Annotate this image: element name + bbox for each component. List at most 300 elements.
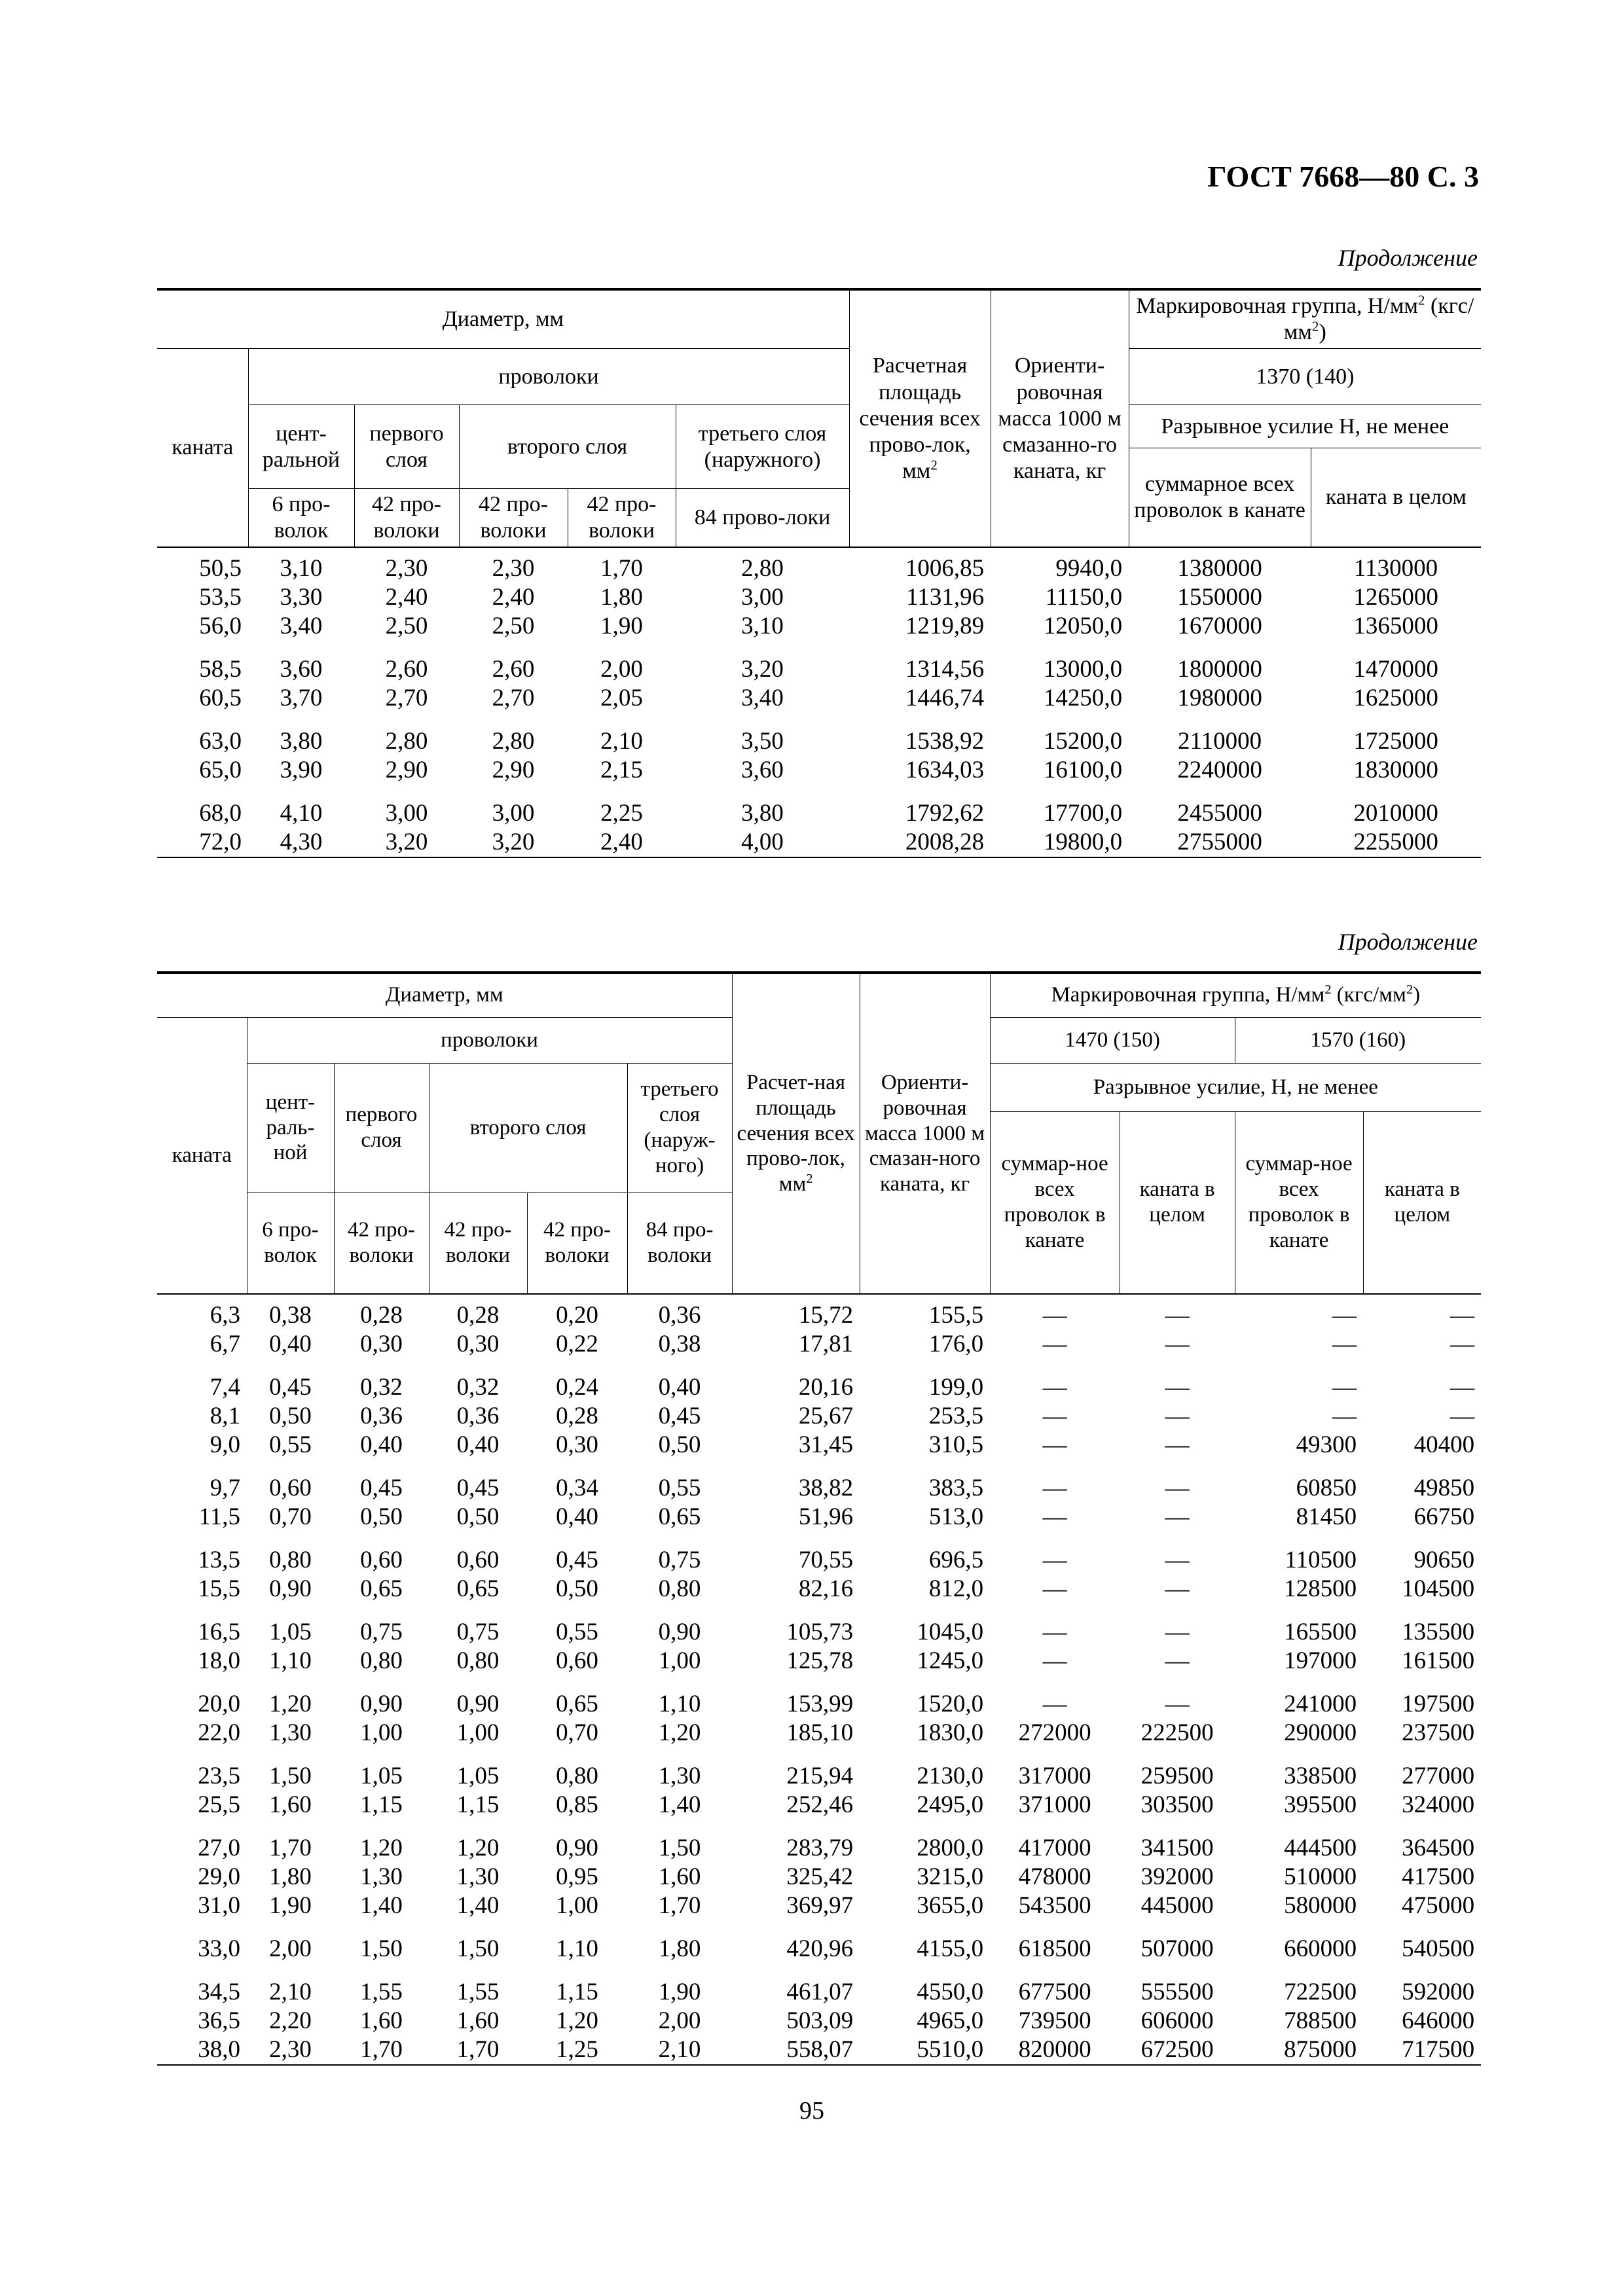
first-layer-cell: 2,30 bbox=[385, 555, 428, 583]
central-wire-cell: 1,60 bbox=[269, 1791, 312, 1818]
second-layer-b-cell: 0,80 bbox=[556, 1763, 598, 1789]
central-wire-cell: 0,55 bbox=[269, 1431, 312, 1458]
area-cell: 461,07 bbox=[786, 1979, 854, 2005]
first-layer-cell: 2,80 bbox=[385, 728, 428, 755]
mass-cell: 1045,0 bbox=[917, 1619, 984, 1645]
mass-cell: 4965,0 bbox=[917, 2007, 984, 2034]
total-force-1570-cell: 197000 bbox=[1284, 1647, 1357, 1674]
first-layer-cell: 0,75 bbox=[360, 1619, 403, 1645]
third-layer-cell: 0,65 bbox=[658, 1503, 701, 1530]
rope-force-cell: 2010000 bbox=[1353, 800, 1438, 827]
table-row bbox=[157, 1503, 1481, 1532]
area-header: Расчетная площадь сечения всех прово-лок, $мм^2$ bbox=[849, 289, 991, 547]
total-force-1470-cell: 820000 bbox=[1018, 2036, 1091, 2063]
area-cell: 1006,85 bbox=[905, 555, 985, 583]
central-wire-cell: 1,05 bbox=[269, 1619, 312, 1645]
total-force-1570-cell: 444500 bbox=[1284, 1835, 1357, 1861]
total-force-1470-cell: 739500 bbox=[1018, 2007, 1091, 2034]
table-row bbox=[157, 1920, 1481, 1964]
second-layer-b-cell: 0,34 bbox=[556, 1475, 598, 1501]
mass-cell: 1520,0 bbox=[917, 1691, 984, 1717]
rope-force-1470-cell: — bbox=[1165, 1302, 1190, 1329]
table-2-body bbox=[157, 1294, 1481, 2065]
area-cell: 558,07 bbox=[786, 2036, 854, 2063]
area-header-2: Расчет-ная площадь сечения всех прово-лок, $мм^2$ bbox=[732, 973, 860, 1294]
second-layer-b-cell: 0,40 bbox=[556, 1503, 598, 1530]
second-layer-a-cell: 0,90 bbox=[456, 1691, 500, 1717]
area-cell: 215,94 bbox=[786, 1763, 854, 1789]
table-row bbox=[157, 1604, 1481, 1647]
rope-force-1470-cell: 222500 bbox=[1140, 1719, 1214, 1746]
second-layer-b-cell: 1,20 bbox=[556, 2007, 598, 2034]
rope-force-1570-cell: — bbox=[1450, 1302, 1475, 1329]
rope-force-1570-cell: 161500 bbox=[1402, 1647, 1475, 1674]
mass-cell: 155,5 bbox=[928, 1302, 984, 1329]
wire-count-42-second-b-2: 42 про-волоки bbox=[527, 1193, 627, 1294]
mass-cell: 9940,0 bbox=[1055, 555, 1123, 583]
second-layer-a-cell: 1,70 bbox=[456, 2036, 500, 2063]
second-layer-b-cell: 0,30 bbox=[556, 1431, 598, 1458]
rope-diameter-header-2: каната bbox=[157, 1017, 247, 1294]
central-wire-cell: 4,30 bbox=[280, 829, 323, 856]
rope-force-1470-cell: — bbox=[1165, 1431, 1190, 1458]
first-layer-cell: 1,00 bbox=[360, 1719, 403, 1746]
third-layer-cell: 2,00 bbox=[658, 2007, 701, 2034]
table-row bbox=[157, 1647, 1481, 1676]
central-wire-cell: 0,50 bbox=[269, 1403, 312, 1429]
total-force-1470-cell: 618500 bbox=[1018, 1935, 1091, 1962]
table-row bbox=[157, 612, 1481, 641]
total-force-1570-cell: 60850 bbox=[1296, 1475, 1357, 1501]
area-cell: 1634,03 bbox=[905, 757, 985, 784]
first-layer-cell: 1,70 bbox=[360, 2036, 403, 2063]
wire-count-84: 84 прово-локи bbox=[676, 489, 849, 548]
total-force-1570-cell: 510000 bbox=[1284, 1863, 1357, 1890]
table-row bbox=[157, 641, 1481, 684]
first-layer-cell: 1,60 bbox=[360, 2007, 403, 2034]
rope-force-1570-cell: 40400 bbox=[1413, 1431, 1475, 1458]
continuation-label-2: Продолжение bbox=[1338, 929, 1478, 955]
second-layer-b-cell: 0,28 bbox=[556, 1403, 598, 1429]
rope-force-1470-cell: — bbox=[1165, 1331, 1190, 1357]
first-layer-cell: 1,55 bbox=[360, 1979, 403, 2005]
rope-force-1570-cell: 277000 bbox=[1402, 1763, 1475, 1789]
second-layer-b-cell: 1,70 bbox=[600, 555, 643, 583]
wires-header: проволоки bbox=[248, 349, 849, 405]
rope-diameter-cell: 11,5 bbox=[198, 1503, 240, 1530]
second-layer-b-cell: 1,80 bbox=[600, 584, 643, 611]
total-force-1470-cell: 677500 bbox=[1018, 1979, 1091, 2005]
total-force-1570-cell: 165500 bbox=[1284, 1619, 1357, 1645]
first-layer-cell: 0,60 bbox=[360, 1547, 403, 1573]
table-row bbox=[157, 1791, 1481, 1820]
third-layer-cell: 1,10 bbox=[658, 1691, 701, 1717]
mass-cell: 17700,0 bbox=[1043, 800, 1123, 827]
total-force-1470-cell: — bbox=[1042, 1431, 1067, 1458]
mass-cell: 2800,0 bbox=[917, 1835, 984, 1861]
area-cell: 1792,62 bbox=[905, 800, 985, 827]
area-cell: 70,55 bbox=[798, 1547, 854, 1573]
total-force-1570-cell: 788500 bbox=[1284, 2007, 1357, 2034]
area-cell: 1446,74 bbox=[905, 685, 985, 712]
second-layer-a-cell: 0,65 bbox=[456, 1575, 500, 1602]
rope-diameter-cell: 9,0 bbox=[210, 1431, 240, 1458]
second-layer-a-cell: 0,40 bbox=[456, 1431, 500, 1458]
table-row bbox=[157, 785, 1481, 828]
rope-force-1570-cell: 66750 bbox=[1413, 1503, 1475, 1530]
rope-force-cell: 1625000 bbox=[1353, 685, 1438, 712]
second-layer-b-cell: 0,95 bbox=[556, 1863, 598, 1890]
second-layer-a-cell: 3,20 bbox=[492, 829, 535, 856]
third-layer-cell: 3,40 bbox=[741, 685, 784, 712]
central-wire-header: цент-ральной bbox=[248, 405, 354, 489]
second-layer-a-cell: 1,00 bbox=[456, 1719, 500, 1746]
area-cell: 153,99 bbox=[786, 1691, 854, 1717]
rope-diameter-cell: 22,0 bbox=[198, 1719, 240, 1746]
total-force-1570-cell: 290000 bbox=[1284, 1719, 1357, 1746]
total-force-cell: 2755000 bbox=[1177, 829, 1262, 856]
rope-force-1470-cell: 606000 bbox=[1140, 2007, 1214, 2034]
total-force-cell: 1670000 bbox=[1177, 613, 1262, 640]
rope-diameter-cell: 53,5 bbox=[199, 584, 242, 611]
first-layer-cell: 0,50 bbox=[360, 1503, 403, 1530]
central-wire-cell: 2,30 bbox=[269, 2036, 312, 2063]
first-layer-cell: 2,50 bbox=[385, 613, 428, 640]
total-force-1470-cell: — bbox=[1042, 1575, 1067, 1602]
rope-diameter-header: каната bbox=[157, 349, 248, 548]
second-layer-b-cell: 2,40 bbox=[600, 829, 643, 856]
total-force-1470-cell: — bbox=[1042, 1302, 1067, 1329]
rope-force-1470-cell: 303500 bbox=[1140, 1791, 1214, 1818]
wire-count-6: 6 про-волок bbox=[248, 489, 354, 548]
area-cell: 185,10 bbox=[786, 1719, 854, 1746]
table-row bbox=[157, 1431, 1481, 1460]
total-force-1570-cell: 81450 bbox=[1296, 1503, 1357, 1530]
area-cell: 369,97 bbox=[786, 1892, 854, 1919]
table-row bbox=[157, 1294, 1481, 1330]
second-layer-b-cell: 1,25 bbox=[556, 2036, 598, 2063]
table-row bbox=[157, 1575, 1481, 1604]
central-wire-cell: 2,20 bbox=[269, 2007, 312, 2034]
mass-cell: 253,5 bbox=[928, 1403, 984, 1429]
central-wire-cell: 2,00 bbox=[269, 1935, 312, 1962]
central-wire-header-2: цент-раль-ной bbox=[247, 1063, 334, 1193]
third-layer-cell: 0,90 bbox=[658, 1619, 701, 1645]
table-row bbox=[157, 1719, 1481, 1748]
rope-diameter-cell: 15,5 bbox=[198, 1575, 240, 1602]
mass-cell: 13000,0 bbox=[1043, 656, 1123, 683]
rope-force-1570-cell: 104500 bbox=[1402, 1575, 1475, 1602]
continuation-label: Продолжение bbox=[1338, 245, 1478, 271]
second-layer-a-cell: 2,90 bbox=[492, 757, 535, 784]
third-layer-cell: 1,20 bbox=[658, 1719, 701, 1746]
second-layer-a-cell: 0,36 bbox=[456, 1403, 500, 1429]
rope-force-1570-cell: 417500 bbox=[1402, 1863, 1475, 1890]
group-1370-header: 1370 (140) bbox=[1129, 349, 1481, 405]
rope-diameter-cell: 63,0 bbox=[199, 728, 242, 755]
rope-diameter-cell: 16,5 bbox=[198, 1619, 240, 1645]
first-layer-cell: 3,20 bbox=[385, 829, 428, 856]
central-wire-cell: 0,38 bbox=[269, 1302, 312, 1329]
rope-diameter-cell: 72,0 bbox=[199, 829, 242, 856]
total-force-1470-cell: 417000 bbox=[1018, 1835, 1091, 1861]
rope-force-cell: 1830000 bbox=[1353, 757, 1438, 784]
total-force-1470-cell: — bbox=[1042, 1647, 1067, 1674]
third-layer-cell: 0,38 bbox=[658, 1331, 701, 1357]
second-layer-header: второго слоя bbox=[459, 405, 676, 489]
total-force-1470-cell: — bbox=[1042, 1374, 1067, 1401]
rope-force-1570-cell: 324000 bbox=[1402, 1791, 1475, 1818]
third-layer-cell: 1,50 bbox=[658, 1835, 701, 1861]
first-layer-cell: 0,40 bbox=[360, 1431, 403, 1458]
total-force-1570-cell: 395500 bbox=[1284, 1791, 1357, 1818]
total-force-cell: 2110000 bbox=[1178, 728, 1262, 755]
mass-cell: 310,5 bbox=[928, 1431, 984, 1458]
rope-force-cell: 1130000 bbox=[1354, 555, 1438, 583]
group-1570-header: 1570 (160) bbox=[1235, 1017, 1481, 1063]
third-layer-cell: 0,36 bbox=[658, 1302, 701, 1329]
mass-cell: 812,0 bbox=[928, 1575, 984, 1602]
rope-force-1470-cell: 341500 bbox=[1140, 1835, 1214, 1861]
table-row bbox=[157, 1964, 1481, 2007]
area-cell: 15,72 bbox=[798, 1302, 854, 1329]
third-layer-cell: 3,10 bbox=[741, 613, 784, 640]
group-1470-header: 1470 (150) bbox=[990, 1017, 1235, 1063]
rope-diameter-cell: 50,5 bbox=[199, 555, 242, 583]
first-layer-cell: 0,90 bbox=[360, 1691, 403, 1717]
central-wire-cell: 3,10 bbox=[280, 555, 323, 583]
first-layer-cell: 3,00 bbox=[385, 800, 428, 827]
rope-diameter-cell: 65,0 bbox=[199, 757, 242, 784]
rope-force-1570-cell: — bbox=[1450, 1374, 1475, 1401]
mass-cell: 19800,0 bbox=[1043, 829, 1123, 856]
second-layer-b-cell: 0,55 bbox=[556, 1619, 598, 1645]
first-layer-cell: 1,40 bbox=[360, 1892, 403, 1919]
rope-force-1470-cell: — bbox=[1165, 1647, 1190, 1674]
rope-diameter-cell: 56,0 bbox=[199, 613, 242, 640]
central-wire-cell: 1,30 bbox=[269, 1719, 312, 1746]
mass-cell: 1245,0 bbox=[917, 1647, 984, 1674]
area-cell: 17,81 bbox=[798, 1331, 854, 1357]
total-force-1570-cell: 338500 bbox=[1284, 1763, 1357, 1789]
second-layer-b-cell: 1,00 bbox=[556, 1892, 598, 1919]
rope-force-1470-header: каната в целом bbox=[1120, 1111, 1235, 1294]
total-force-1570-cell: — bbox=[1332, 1331, 1357, 1357]
second-layer-a-cell: 2,40 bbox=[492, 584, 535, 611]
mass-cell: 3655,0 bbox=[917, 1892, 984, 1919]
rope-force-1570-cell: 540500 bbox=[1402, 1935, 1475, 1962]
central-wire-cell: 1,80 bbox=[269, 1863, 312, 1890]
second-layer-b-cell: 1,90 bbox=[600, 613, 643, 640]
area-cell: 1219,89 bbox=[905, 613, 985, 640]
second-layer-a-cell: 0,60 bbox=[456, 1547, 500, 1573]
diameter-header: Диаметр, мм bbox=[157, 289, 849, 349]
first-layer-header-2: первого слоя bbox=[334, 1063, 429, 1193]
rope-force-cell: 1365000 bbox=[1353, 613, 1438, 640]
rope-force-1470-cell: — bbox=[1165, 1475, 1190, 1501]
area-cell: 2008,28 bbox=[905, 829, 985, 856]
rope-diameter-cell: 27,0 bbox=[198, 1835, 240, 1861]
first-layer-cell: 1,15 bbox=[360, 1791, 403, 1818]
rope-diameter-cell: 33,0 bbox=[198, 1935, 240, 1962]
total-force-cell: 2455000 bbox=[1177, 800, 1262, 827]
diameter-header-2: Диаметр, мм bbox=[157, 973, 732, 1017]
rope-force-1570-cell: 197500 bbox=[1402, 1691, 1475, 1717]
table-row bbox=[157, 1460, 1481, 1503]
first-layer-cell: 1,50 bbox=[360, 1935, 403, 1962]
table-row bbox=[157, 756, 1481, 785]
rope-force-1470-cell: — bbox=[1165, 1575, 1190, 1602]
mass-cell: 4155,0 bbox=[917, 1935, 984, 1962]
total-force-1570-cell: — bbox=[1332, 1302, 1357, 1329]
first-layer-cell: 1,20 bbox=[360, 1835, 403, 1861]
rope-force-1470-cell: 445000 bbox=[1140, 1892, 1214, 1919]
second-layer-b-cell: 2,25 bbox=[600, 800, 643, 827]
table-row bbox=[157, 583, 1481, 612]
table-row bbox=[157, 1863, 1481, 1892]
rope-diameter-cell: 8,1 bbox=[210, 1403, 240, 1429]
third-layer-cell: 2,80 bbox=[741, 555, 784, 583]
second-layer-b-cell: 0,45 bbox=[556, 1547, 598, 1573]
third-layer-cell: 1,80 bbox=[658, 1935, 701, 1962]
first-layer-cell: 2,90 bbox=[385, 757, 428, 784]
area-cell: 20,16 bbox=[798, 1374, 854, 1401]
third-layer-cell: 0,40 bbox=[658, 1374, 701, 1401]
mass-cell: 696,5 bbox=[928, 1547, 984, 1573]
rope-diameter-cell: 9,7 bbox=[210, 1475, 240, 1501]
table-row bbox=[157, 1676, 1481, 1719]
total-force-1470-cell: 317000 bbox=[1018, 1763, 1091, 1789]
mark-group-header: Маркировочная группа, $Н/мм^2$ $(кгс/мм^2)$ bbox=[1129, 289, 1481, 349]
mass-cell: 1830,0 bbox=[917, 1719, 984, 1746]
table-row bbox=[157, 684, 1481, 713]
first-layer-cell: 0,45 bbox=[360, 1475, 403, 1501]
area-cell: 1131,96 bbox=[906, 584, 985, 611]
rope-diameter-cell: 34,5 bbox=[198, 1979, 240, 2005]
area-cell: 1538,92 bbox=[905, 728, 985, 755]
third-layer-cell: 3,80 bbox=[741, 800, 784, 827]
third-layer-cell: 3,00 bbox=[741, 584, 784, 611]
second-layer-a-cell: 2,70 bbox=[492, 685, 535, 712]
mass-cell: 199,0 bbox=[928, 1374, 984, 1401]
central-wire-cell: 1,90 bbox=[269, 1892, 312, 1919]
total-force-1570-header: суммар-ное всех проволок в канате bbox=[1235, 1111, 1363, 1294]
table-row bbox=[157, 1402, 1481, 1431]
table-1-body bbox=[157, 547, 1481, 857]
mass-cell: 383,5 bbox=[928, 1475, 984, 1501]
second-layer-a-cell: 1,30 bbox=[456, 1863, 500, 1890]
second-layer-a-cell: 2,60 bbox=[492, 656, 535, 683]
third-layer-header-2: третьего слоя (наруж-ного) bbox=[627, 1063, 732, 1193]
second-layer-b-cell: 0,85 bbox=[556, 1791, 598, 1818]
mass-header: Ориенти-ровочная масса 1000 м смазанно-го каната, кг bbox=[991, 289, 1129, 547]
central-wire-cell: 1,70 bbox=[269, 1835, 312, 1861]
table-row bbox=[157, 2036, 1481, 2065]
total-force-cell: 1550000 bbox=[1177, 584, 1262, 611]
rope-spec-table-2 bbox=[157, 971, 1481, 2066]
total-force-1570-cell: — bbox=[1332, 1403, 1357, 1429]
rope-force-1470-cell: — bbox=[1165, 1503, 1190, 1530]
first-layer-cell: 1,05 bbox=[360, 1763, 403, 1789]
central-wire-cell: 4,10 bbox=[280, 800, 323, 827]
second-layer-b-cell: 0,22 bbox=[556, 1331, 598, 1357]
wire-count-42-second-a: 42 про-волоки bbox=[459, 489, 568, 548]
mass-cell: 3215,0 bbox=[917, 1863, 984, 1890]
third-layer-cell: 0,50 bbox=[658, 1431, 701, 1458]
table-row bbox=[157, 1359, 1481, 1402]
first-layer-cell: 0,32 bbox=[360, 1374, 403, 1401]
first-layer-cell: 0,80 bbox=[360, 1647, 403, 1674]
rope-force-1470-cell: — bbox=[1165, 1403, 1190, 1429]
rope-diameter-cell: 6,3 bbox=[210, 1302, 240, 1329]
total-force-1570-cell: — bbox=[1332, 1374, 1357, 1401]
total-force-cell: 1380000 bbox=[1177, 555, 1262, 583]
mass-cell: 12050,0 bbox=[1043, 613, 1123, 640]
total-force-1470-cell: 478000 bbox=[1018, 1863, 1091, 1890]
rope-force-1570-cell: 475000 bbox=[1402, 1892, 1475, 1919]
rope-diameter-cell: 7,4 bbox=[210, 1374, 240, 1401]
area-cell: 252,46 bbox=[786, 1791, 854, 1818]
rope-diameter-cell: 23,5 bbox=[198, 1763, 240, 1789]
second-layer-a-cell: 0,50 bbox=[456, 1503, 500, 1530]
rope-diameter-cell: 25,5 bbox=[198, 1791, 240, 1818]
second-layer-a-cell: 1,05 bbox=[456, 1763, 500, 1789]
third-layer-cell: 1,30 bbox=[658, 1763, 701, 1789]
area-cell: 420,96 bbox=[786, 1935, 854, 1962]
central-wire-cell: 3,30 bbox=[280, 584, 323, 611]
first-layer-cell: 2,60 bbox=[385, 656, 428, 683]
area-cell: 38,82 bbox=[798, 1475, 854, 1501]
third-layer-cell: 2,10 bbox=[658, 2036, 701, 2063]
rope-force-1570-cell: — bbox=[1450, 1403, 1475, 1429]
mass-header-2: Ориенти-ровочная масса 1000 м смазан-ного каната, кг bbox=[860, 973, 990, 1294]
second-layer-a-cell: 2,30 bbox=[492, 555, 535, 583]
area-cell: 105,73 bbox=[786, 1619, 854, 1645]
table-bottom-rule bbox=[157, 2065, 1481, 2066]
mass-cell: 14250,0 bbox=[1043, 685, 1123, 712]
table-row bbox=[157, 2007, 1481, 2036]
rope-diameter-cell: 60,5 bbox=[199, 685, 242, 712]
total-force-1470-cell: — bbox=[1042, 1403, 1067, 1429]
third-layer-cell: 3,60 bbox=[741, 757, 784, 784]
rope-diameter-cell: 13,5 bbox=[198, 1547, 240, 1573]
rope-diameter-cell: 18,0 bbox=[198, 1647, 240, 1674]
mass-cell: 16100,0 bbox=[1043, 757, 1123, 784]
rope-force-cell: 1265000 bbox=[1353, 584, 1438, 611]
rope-force-1470-cell: — bbox=[1165, 1547, 1190, 1573]
table-row bbox=[157, 1748, 1481, 1791]
rope-force-1570-cell: 592000 bbox=[1402, 1979, 1475, 2005]
total-force-1570-cell: 875000 bbox=[1284, 2036, 1357, 2063]
third-layer-cell: 1,90 bbox=[658, 1979, 701, 2005]
table-row bbox=[157, 713, 1481, 756]
mass-cell: 4550,0 bbox=[917, 1979, 984, 2005]
total-force-cell: 1800000 bbox=[1177, 656, 1262, 683]
rope-force-1570-header: каната в целом bbox=[1363, 1111, 1481, 1294]
rope-force-1570-cell: 49850 bbox=[1413, 1475, 1475, 1501]
third-layer-cell: 0,75 bbox=[658, 1547, 701, 1573]
second-layer-b-cell: 0,50 bbox=[556, 1575, 598, 1602]
central-wire-cell: 1,50 bbox=[269, 1763, 312, 1789]
second-layer-a-cell: 0,30 bbox=[456, 1331, 500, 1357]
rope-diameter-cell: 58,5 bbox=[199, 656, 242, 683]
central-wire-cell: 3,70 bbox=[280, 685, 323, 712]
mass-cell: 5510,0 bbox=[917, 2036, 984, 2063]
total-force-1470-header: суммар-ное всех проволок в канате bbox=[990, 1111, 1120, 1294]
area-cell: 125,78 bbox=[786, 1647, 854, 1674]
total-force-cell: 2240000 bbox=[1177, 757, 1262, 784]
area-cell: 31,45 bbox=[798, 1431, 854, 1458]
